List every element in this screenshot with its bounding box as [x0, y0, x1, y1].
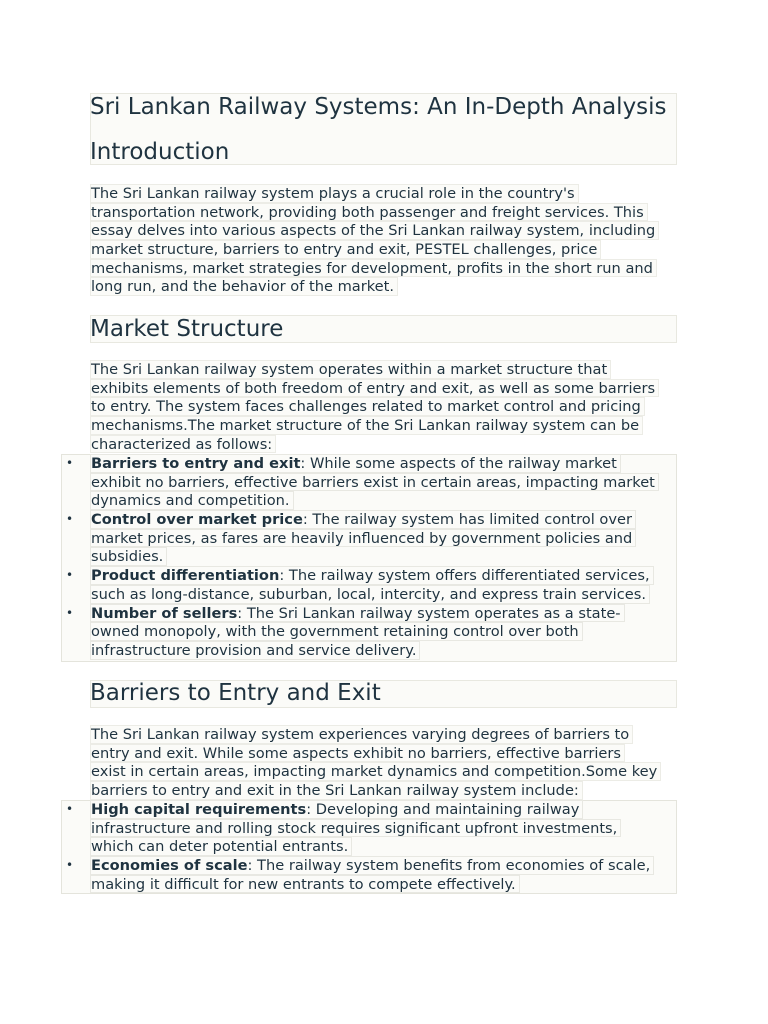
list-item-line: exhibit no barriers, effective barriers exist in certain areas, impacting market [90, 473, 659, 492]
list-item-term: Barriers to entry and exit [91, 455, 301, 472]
paragraph-line: entry and exit. While some aspects exhibit no barriers, effective barriers [90, 744, 625, 763]
list-item-line: Product differentiation: The railway system offers differentiated services, [90, 566, 654, 585]
section-heading-introduction: Introduction [90, 139, 230, 165]
bullet-icon: • [66, 456, 74, 470]
bullet-icon: • [66, 858, 74, 873]
paragraph-line: barriers to entry and exit in the Sri Lankan railway system include: [90, 781, 583, 800]
bullet-icon: • [66, 802, 74, 816]
list-item [66, 454, 659, 510]
list-item-line: dynamics and competition. [90, 491, 294, 510]
paragraph-line: essay delves into various aspects of the Sri Lankan railway system, including [90, 221, 659, 240]
list-item-line: Barriers to entry and exit: While some aspects of the railway market [90, 454, 621, 473]
list-item [66, 856, 654, 893]
paragraph-line: The Sri Lankan railway system experiences varying degrees of barriers to [90, 725, 633, 744]
section-heading-barriers: Barriers to Entry and Exit [90, 680, 381, 706]
list-item-term: Product differentiation [91, 567, 280, 585]
paragraph-line: market structure, barriers to entry and exit, PESTEL challenges, price [90, 240, 601, 259]
list-item-term: Number of sellers [91, 604, 238, 622]
bullet-icon: • [66, 605, 74, 620]
paragraph-line: The Sri Lankan railway system operates within a market structure that [90, 360, 611, 379]
list-item-line: Control over market price: The railway system has limited control over [90, 510, 636, 529]
paragraph-line: transportation network, providing both passenger and freight services. This [90, 203, 648, 222]
paragraph-line: The Sri Lankan railway system plays a crucial role in the country's [90, 184, 579, 203]
list-item-line: infrastructure provision and service delivery. [90, 641, 420, 660]
list-item-term: High capital requirements [91, 801, 307, 818]
paragraph-line: mechanisms, market strategies for development, profits in the short run and [90, 259, 657, 278]
list-item-line: infrastructure and rolling stock requires significant upfront investments, [90, 819, 621, 838]
paragraph-line: characterized as follows: [90, 435, 276, 454]
list-item-line: Economies of scale: The railway system benefits from economies of scale, [90, 856, 654, 875]
paragraph-line: exist in certain areas, impacting market dynamics and competition.Some key [90, 762, 661, 781]
list-item-line: such as long-distance, suburban, local, intercity, and express train services. [90, 585, 650, 604]
paragraph-line: exhibits elements of both freedom of entry and exit, as well as some barriers [90, 379, 659, 398]
paragraph-line: mechanisms.The market structure of the Sri Lankan railway system can be [90, 416, 643, 435]
list-item-line: making it difficult for new entrants to compete effectively. [90, 875, 520, 894]
barriers-paragraph [90, 725, 661, 800]
paragraph-line: to entry. The system faces challenges related to market control and pricing [90, 397, 645, 416]
list-item-term: Economies of scale [91, 857, 248, 875]
document-title: Sri Lankan Railway Systems: An In-Depth Analysis [90, 94, 667, 120]
bullet-icon: • [66, 568, 74, 583]
list-item [66, 510, 659, 566]
list-item-line: owned monopoly, with the government retaining control over both [90, 622, 583, 641]
list-item [66, 800, 654, 856]
market-structure-list [66, 454, 659, 660]
list-item-line: Number of sellers: The Sri Lankan railway system operates as a state- [90, 604, 625, 623]
list-item-line: High capital requirements: Developing and maintaining railway [90, 800, 583, 819]
intro-paragraph [90, 184, 659, 296]
list-item [66, 604, 659, 660]
bullet-icon: • [66, 512, 74, 527]
list-item-line: which can deter potential entrants. [90, 837, 352, 856]
list-item-line: market prices, as fares are heavily influenced by government policies and [90, 529, 636, 548]
paragraph-line: long run, and the behavior of the market. [90, 277, 398, 296]
list-item [66, 566, 659, 603]
section-heading-market-structure: Market Structure [90, 316, 284, 342]
barriers-list [66, 800, 654, 893]
list-item-line: subsidies. [90, 547, 167, 566]
market-structure-paragraph [90, 360, 659, 453]
list-item-term: Control over market price [91, 511, 303, 529]
